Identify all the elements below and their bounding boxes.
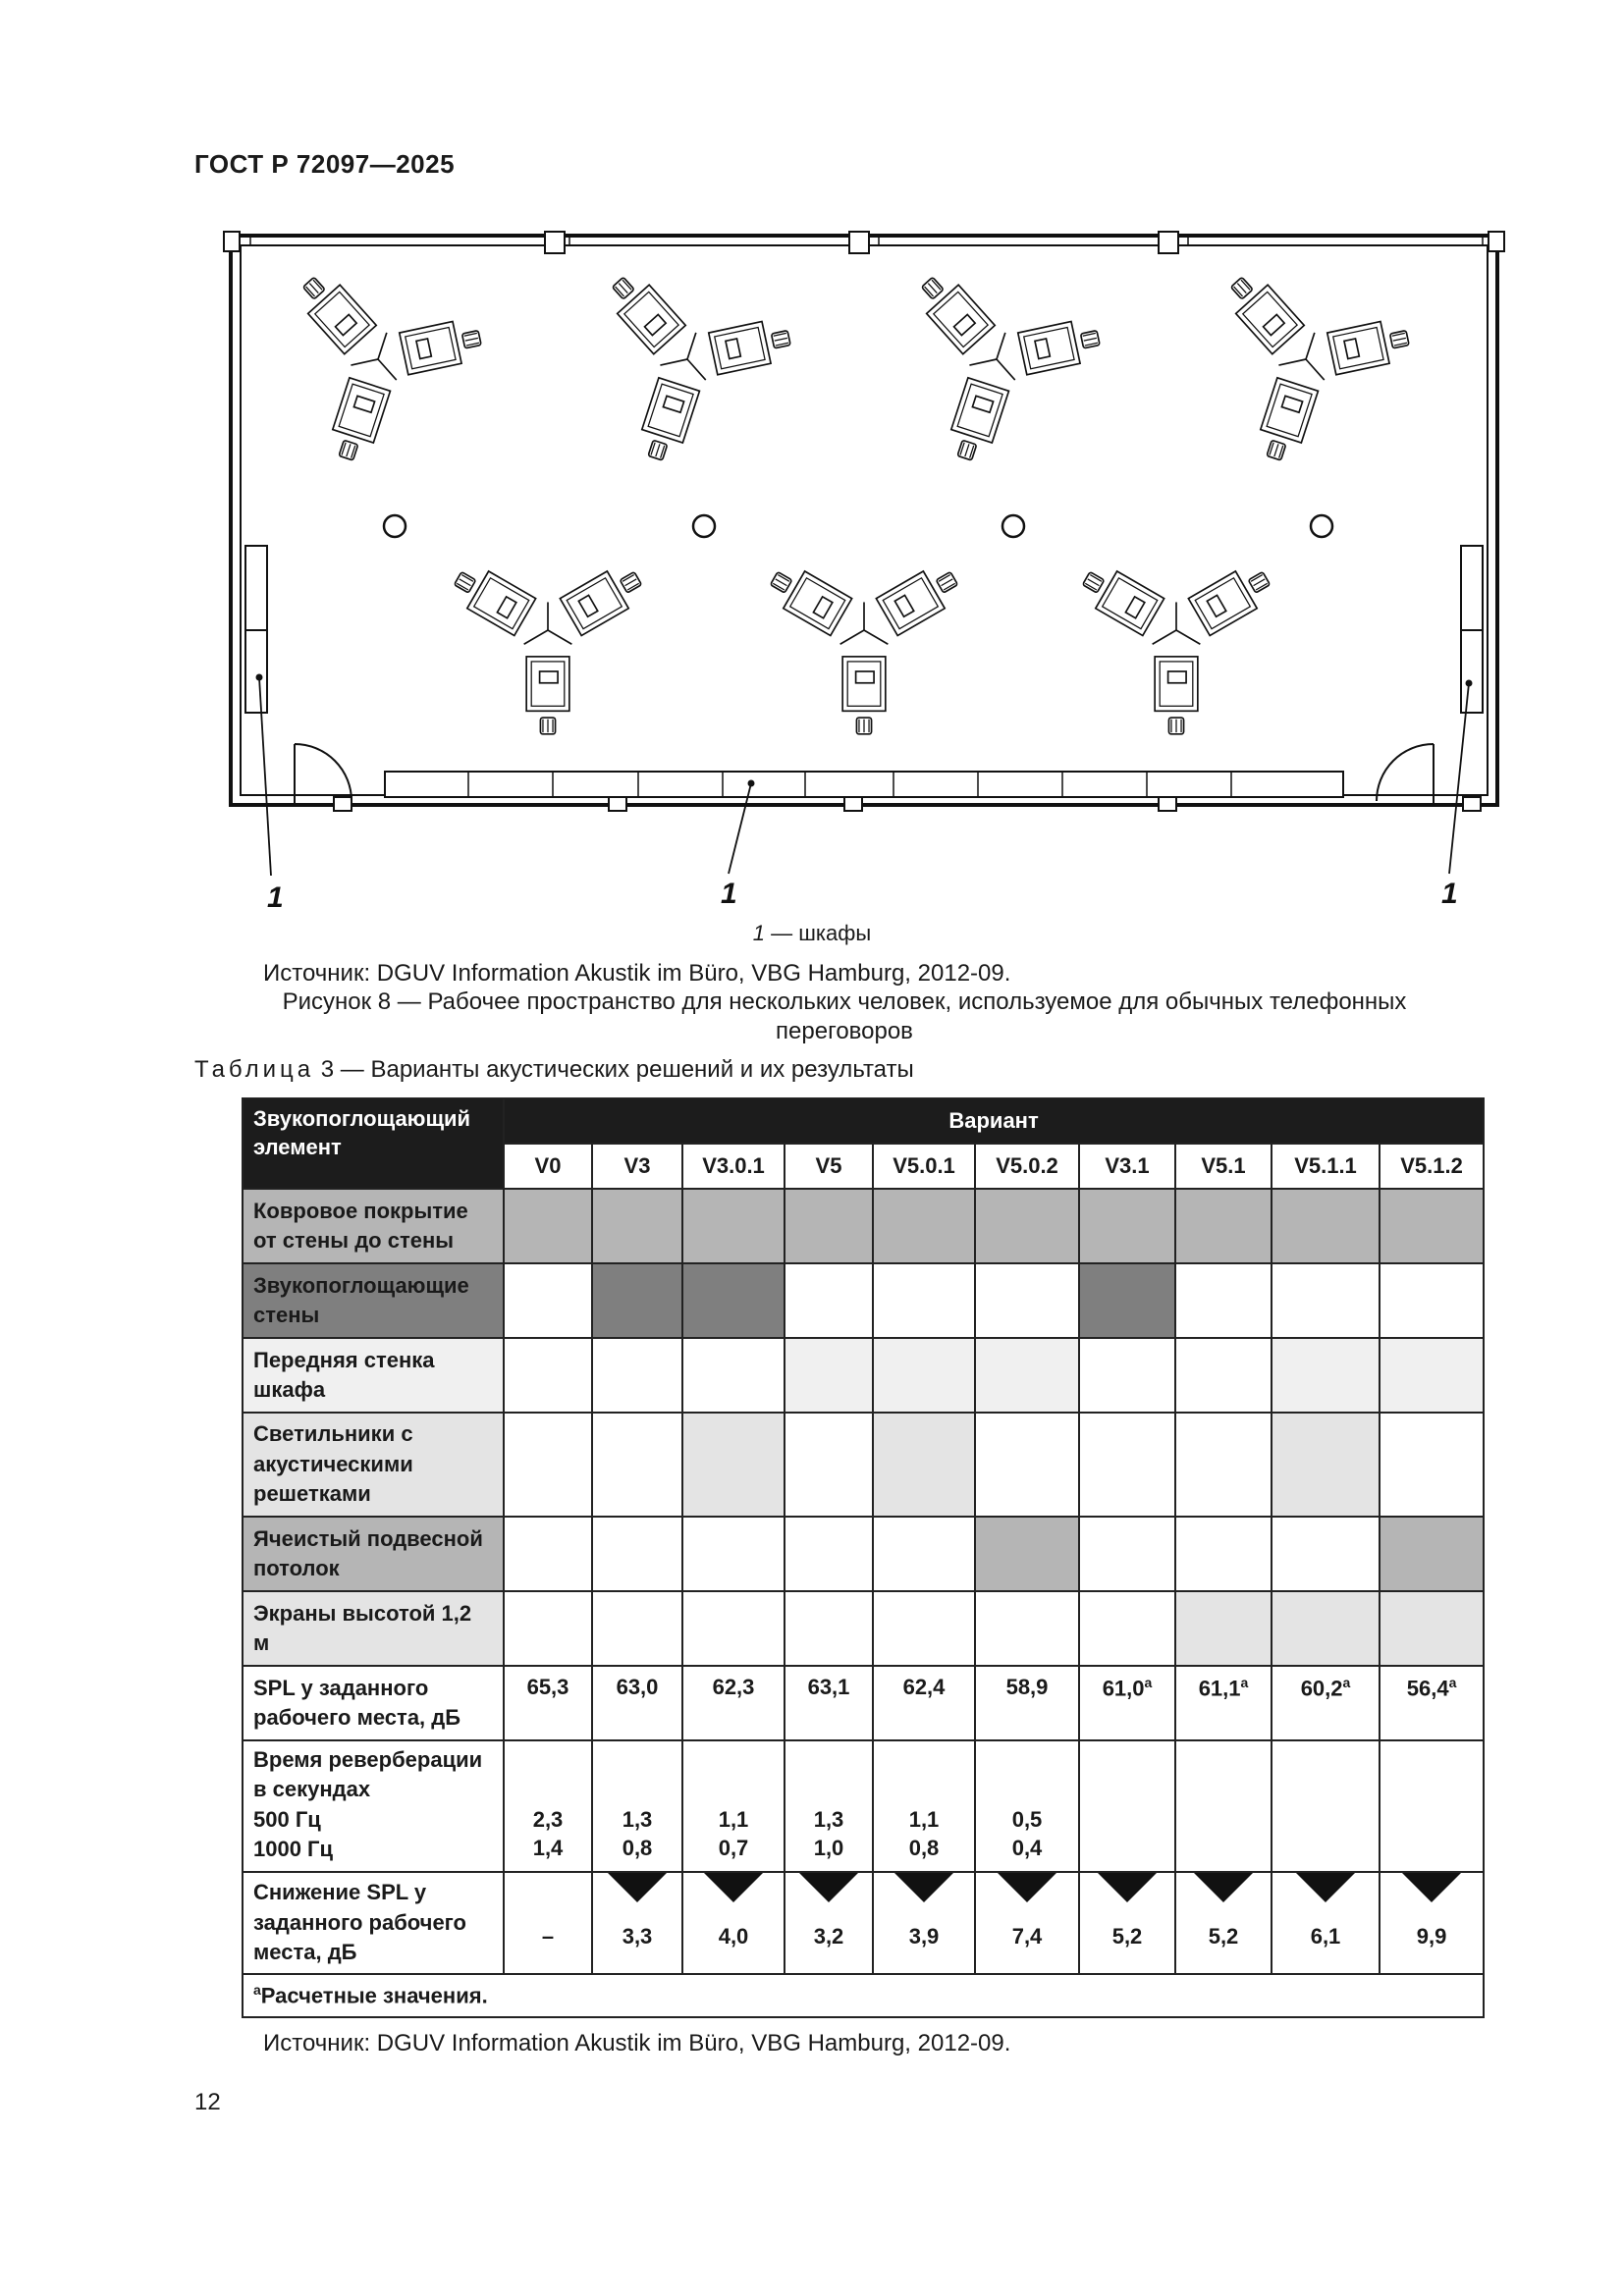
reduction-cell — [592, 1872, 682, 1974]
shade-cell — [1272, 1591, 1380, 1666]
shade-cell — [785, 1591, 873, 1666]
spl-value: 58,9 — [1005, 1675, 1049, 1699]
reduction-value: 7,4 — [1011, 1924, 1043, 1949]
shade-cell — [682, 1413, 785, 1517]
reduction-arrow-icon — [704, 1873, 763, 1902]
element-label: Экраны высотой 1,2 м — [243, 1591, 504, 1666]
spl-value-cell — [1380, 1666, 1484, 1740]
shade-cell — [682, 1591, 785, 1666]
figure-source: Источник: DGUV Information Akustik im Büro, VBG Hamburg, 2012-09. — [263, 960, 1011, 987]
reduction-arrow-icon — [998, 1873, 1056, 1902]
reduction-cell — [1380, 1872, 1484, 1974]
variant-header-v3-1: V3.1 — [1079, 1144, 1175, 1189]
shade-cell — [1380, 1413, 1484, 1517]
element-label: Светильники с акустическими решетками — [243, 1413, 504, 1517]
shade-cell — [975, 1263, 1079, 1338]
table-source: Источник: DGUV Information Akustik im Büro, VBG Hamburg, 2012-09. — [263, 2030, 1011, 2056]
shade-cell — [682, 1189, 785, 1263]
variant-header-v5-0-1: V5.0.1 — [873, 1144, 975, 1189]
spl-value-cell — [1272, 1666, 1380, 1740]
element-label: Ковровое покрытие от стены до стены — [243, 1189, 504, 1263]
spl-value-cell — [873, 1666, 975, 1740]
shade-cell — [504, 1263, 592, 1338]
document-header: ГОСТ Р 72097—2025 — [194, 149, 456, 179]
spl-value: 61,1 — [1198, 1676, 1241, 1701]
reverb-label — [243, 1740, 504, 1872]
shade-cell — [785, 1189, 873, 1263]
shade-cell — [504, 1517, 592, 1591]
shade-cell — [873, 1591, 975, 1666]
shade-cell — [1380, 1591, 1484, 1666]
variant-header-v5: V5 — [785, 1144, 873, 1189]
reduction-value: 3,9 — [908, 1924, 940, 1949]
shade-cell — [1272, 1263, 1380, 1338]
shade-cell — [1175, 1189, 1272, 1263]
shade-cell — [1175, 1413, 1272, 1517]
spl-value-cell — [1079, 1666, 1175, 1740]
reduction-value: 3,3 — [622, 1924, 653, 1949]
shade-cell — [592, 1189, 682, 1263]
footnote-mark: a — [1342, 1675, 1351, 1690]
table-caption-word: Таблица — [194, 1056, 315, 1083]
reduction-arrow-icon — [1296, 1873, 1355, 1902]
reduction-cell — [975, 1872, 1079, 1974]
element-label: Передняя стенка шкафа — [243, 1338, 504, 1413]
shade-cell — [873, 1413, 975, 1517]
spl-value: 60,2 — [1300, 1676, 1343, 1701]
shade-cell — [975, 1189, 1079, 1263]
reverb-500: 2,3 — [532, 1806, 564, 1832]
reduction-arrow-icon — [608, 1873, 667, 1902]
shade-cell — [873, 1517, 975, 1591]
spl-value: 62,4 — [902, 1675, 946, 1699]
reduction-arrow-icon — [1194, 1873, 1253, 1902]
spl-value: 63,0 — [616, 1675, 659, 1699]
shade-cell — [504, 1189, 592, 1263]
reverb-500: 1,3 — [622, 1806, 653, 1832]
reduction-arrow-icon — [799, 1873, 858, 1902]
reverb-cell — [1175, 1740, 1272, 1872]
reverb-cell — [682, 1740, 785, 1872]
reverb-label-line: Время реверберации в секундах — [253, 1747, 483, 1802]
reverb-cell — [1079, 1740, 1175, 1872]
reverb-1000: 0,4 — [1011, 1836, 1043, 1861]
reduction-value: 9,9 — [1416, 1924, 1447, 1949]
shade-cell — [1079, 1338, 1175, 1413]
footnote-mark: a — [253, 1982, 261, 1999]
shade-cell — [975, 1338, 1079, 1413]
reverb-cell — [975, 1740, 1079, 1872]
shade-cell — [1175, 1517, 1272, 1591]
footnote-mark: a — [1240, 1675, 1249, 1690]
variant-header-v5-1-2: V5.1.2 — [1380, 1144, 1484, 1189]
reverb-500: 1,1 — [718, 1806, 749, 1832]
reverb-label-line: 1000 Гц — [253, 1837, 334, 1862]
shade-cell — [1079, 1413, 1175, 1517]
variant-header-v0: V0 — [504, 1144, 592, 1189]
shade-cell — [682, 1338, 785, 1413]
spl-value-cell — [592, 1666, 682, 1740]
shade-cell — [1380, 1517, 1484, 1591]
spl-value-cell — [785, 1666, 873, 1740]
reverb-cell — [504, 1740, 592, 1872]
shade-cell — [1272, 1338, 1380, 1413]
shade-cell — [873, 1189, 975, 1263]
footnote-mark: a — [1448, 1675, 1457, 1690]
shade-cell — [1079, 1517, 1175, 1591]
shade-cell — [1079, 1189, 1175, 1263]
reduction-cell — [785, 1872, 873, 1974]
reverb-1000: 1,4 — [532, 1836, 564, 1861]
variant-header-v5-1: V5.1 — [1175, 1144, 1272, 1189]
variant-header-v3-0-1: V3.0.1 — [682, 1144, 785, 1189]
shade-cell — [1380, 1263, 1484, 1338]
reverb-1000: 0,8 — [622, 1836, 653, 1861]
shade-cell — [1175, 1263, 1272, 1338]
reduction-cell — [1272, 1872, 1380, 1974]
header-variant: Вариант — [504, 1098, 1484, 1144]
shade-cell — [504, 1413, 592, 1517]
shade-cell — [682, 1263, 785, 1338]
reduction-cell — [873, 1872, 975, 1974]
spl-value-cell — [1175, 1666, 1272, 1740]
footnote-mark: a — [1144, 1675, 1153, 1690]
page-number: 12 — [194, 2089, 221, 2115]
spl-value-cell — [504, 1666, 592, 1740]
reduction-value: 4,0 — [718, 1924, 749, 1949]
shade-cell — [1380, 1189, 1484, 1263]
shade-cell — [592, 1413, 682, 1517]
spl-label: SPL у заданного рабочего места, дБ — [243, 1666, 504, 1740]
spl-value-cell — [975, 1666, 1079, 1740]
reduction-label: Снижение SPL у заданного рабочего места, дБ — [243, 1872, 504, 1974]
reverb-500: 0,5 — [1011, 1806, 1043, 1832]
legend-number: 1 — [752, 921, 766, 945]
reduction-arrow-icon — [1098, 1873, 1157, 1902]
shade-cell — [1272, 1517, 1380, 1591]
acoustic-variants-table — [242, 1097, 1485, 2018]
reduction-cell — [1079, 1872, 1175, 1974]
element-label: Звукопоглощающие стены — [243, 1263, 504, 1338]
spl-value: 56,4 — [1406, 1676, 1449, 1701]
shade-cell — [785, 1413, 873, 1517]
legend-text: — шкафы — [765, 921, 872, 945]
office-floor-plan — [216, 224, 1512, 911]
shade-cell — [592, 1263, 682, 1338]
reverb-cell — [1272, 1740, 1380, 1872]
variant-header-v3: V3 — [592, 1144, 682, 1189]
callout-label-right: 1 — [1441, 878, 1458, 910]
shade-cell — [975, 1591, 1079, 1666]
spl-value: 61,0 — [1102, 1676, 1145, 1701]
shade-cell — [1272, 1189, 1380, 1263]
spl-value: 62,3 — [712, 1675, 755, 1699]
shade-cell — [682, 1517, 785, 1591]
variant-header-v5-1-1: V5.1.1 — [1272, 1144, 1380, 1189]
spl-value: 63,1 — [807, 1675, 850, 1699]
shade-cell — [785, 1338, 873, 1413]
reverb-500: 1,1 — [908, 1806, 940, 1832]
table-footnote — [243, 1974, 1484, 2017]
element-label: Ячеистый подвесной потолок — [243, 1517, 504, 1591]
shade-cell — [975, 1413, 1079, 1517]
shade-cell — [592, 1591, 682, 1666]
shade-cell — [785, 1263, 873, 1338]
shade-cell — [592, 1338, 682, 1413]
shade-cell — [504, 1338, 592, 1413]
shade-cell — [1079, 1591, 1175, 1666]
reverb-cell — [873, 1740, 975, 1872]
header-element: Звукопоглощающий элемент — [243, 1098, 504, 1189]
reverb-500: 1,3 — [813, 1806, 844, 1832]
reverb-cell — [1380, 1740, 1484, 1872]
reverb-label-line: 500 Гц — [253, 1806, 321, 1832]
shade-cell — [1079, 1263, 1175, 1338]
shade-cell — [504, 1591, 592, 1666]
reverb-1000: 1,0 — [813, 1836, 844, 1861]
shade-cell — [785, 1517, 873, 1591]
reduction-value: 3,2 — [813, 1924, 844, 1949]
shade-cell — [873, 1263, 975, 1338]
shade-cell — [1175, 1338, 1272, 1413]
reverb-cell — [785, 1740, 873, 1872]
reverb-cell — [592, 1740, 682, 1872]
callout-label-center: 1 — [721, 878, 737, 910]
shade-cell — [1380, 1338, 1484, 1413]
spl-value-cell — [682, 1666, 785, 1740]
reduction-cell — [1175, 1872, 1272, 1974]
shade-cell — [975, 1517, 1079, 1591]
reduction-arrow-icon — [894, 1873, 953, 1902]
callout-label-left: 1 — [267, 881, 284, 911]
variant-header-v5-0-2: V5.0.2 — [975, 1144, 1079, 1189]
shade-cell — [1175, 1591, 1272, 1666]
reduction-value: – — [541, 1924, 555, 1949]
reverb-1000: 0,8 — [908, 1836, 940, 1861]
reduction-arrow-icon — [1402, 1873, 1461, 1902]
table-caption — [194, 1056, 914, 1084]
shade-cell — [873, 1338, 975, 1413]
table-caption-rest: 3 — Варианты акустических решений и их результаты — [314, 1056, 914, 1083]
reduction-cell — [504, 1872, 592, 1974]
shade-cell — [1272, 1413, 1380, 1517]
reduction-cell — [682, 1872, 785, 1974]
figure-caption: Рисунок 8 — Рабочее пространство для нескольких человек, используемое для обычных телефонных переговоров — [282, 988, 1407, 1044]
reverb-1000: 0,7 — [718, 1836, 749, 1861]
reduction-value: 5,2 — [1111, 1924, 1143, 1949]
reduction-value: 6,1 — [1310, 1924, 1341, 1949]
reduction-value: 5,2 — [1208, 1924, 1239, 1949]
figure-legend — [0, 921, 1624, 946]
shade-cell — [592, 1517, 682, 1591]
footnote-text: Расчетные значения. — [260, 1983, 488, 2008]
spl-value: 65,3 — [526, 1675, 569, 1699]
